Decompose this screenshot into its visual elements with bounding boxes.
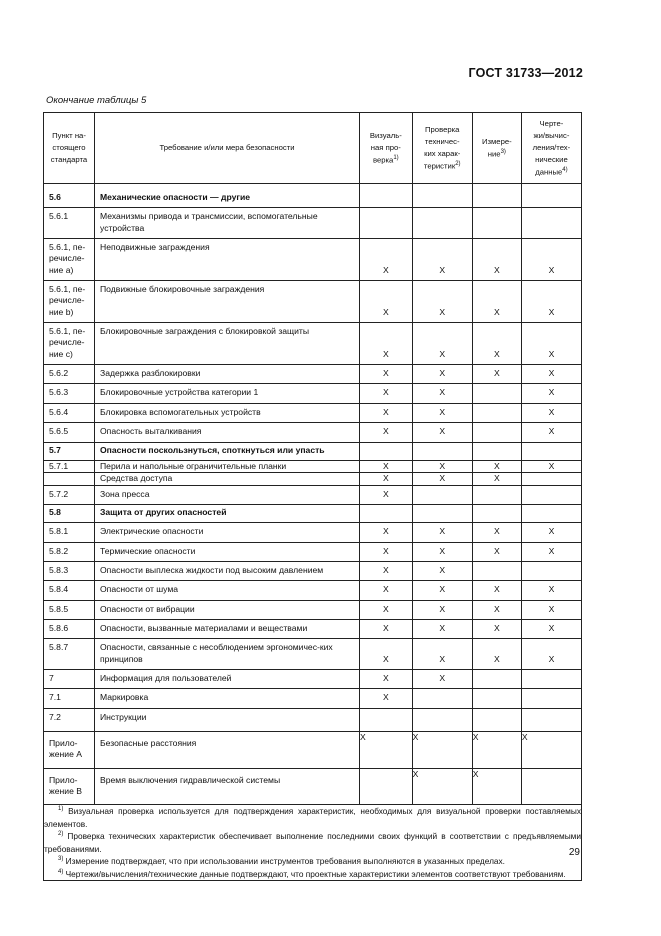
mark-drawings: Х: [521, 403, 581, 422]
clause-number: 5.6: [44, 184, 95, 208]
mark-check: Х: [412, 384, 472, 403]
mark-check: Х: [412, 239, 472, 281]
mark-drawings: Х: [521, 323, 581, 365]
mark-measure: [472, 561, 521, 580]
mark-measure: [472, 504, 521, 522]
clause-number: 7: [44, 669, 95, 688]
clause-number: 7.2: [44, 708, 95, 731]
mark-visual: Х: [360, 239, 413, 281]
mark-visual: Х: [360, 561, 413, 580]
clause-number: [44, 473, 95, 485]
clause-number: 5.6.1, пе-речисле-ние с): [44, 323, 95, 365]
mark-measure: [472, 423, 521, 442]
mark-measure: Х: [472, 639, 521, 670]
header-requirement: Требование и/или мера безопасности: [95, 113, 360, 184]
note-3: $^{3)}$ Измерение подтверждает, что при использовании инструментов требования выполняются в указанных пределах.: [58, 856, 505, 867]
clause-number: 5.6.1, пе-речисле-ние b): [44, 281, 95, 323]
mark-visual: Х: [360, 669, 413, 688]
table-row: [44, 708, 582, 731]
mark-check: [412, 184, 472, 208]
table-row: [44, 281, 582, 323]
mark-visual: Х: [360, 323, 413, 365]
mark-drawings: Х: [521, 600, 581, 619]
mark-visual: Х: [360, 689, 413, 708]
requirement-text: Опасность выталкивания: [95, 423, 360, 442]
note-1: $^{1)}$ Визуальная проверка используется для подтверждения характеристик, необходимых для визуальной проверки поставляемых элементов.: [44, 806, 581, 829]
mark-check: Х: [412, 561, 472, 580]
table-row: [44, 600, 582, 619]
table-row: [44, 561, 582, 580]
mark-measure: Х: [472, 523, 521, 542]
requirement-text: Опасности от шума: [95, 581, 360, 600]
mark-visual: [360, 768, 413, 805]
mark-drawings: [521, 473, 581, 485]
mark-check: Х: [412, 403, 472, 422]
table-row: [44, 184, 582, 208]
requirement-text: Механические опасности — другие: [95, 184, 360, 208]
mark-check: Х: [412, 523, 472, 542]
mark-measure: [472, 208, 521, 239]
table-row: [44, 732, 582, 769]
table-row: [44, 460, 582, 472]
mark-visual: [360, 708, 413, 731]
clause-number: 5.6.1, пе-речисле-ние а): [44, 239, 95, 281]
requirement-text: Опасности от вибрации: [95, 600, 360, 619]
requirement-text: Неподвижные заграждения: [95, 239, 360, 281]
requirement-text: Инструкции: [95, 708, 360, 731]
mark-visual: [360, 184, 413, 208]
requirement-text: Опасности, связанные с несоблюдением эргономичес-ких принципов: [95, 639, 360, 670]
mark-measure: [472, 708, 521, 731]
mark-drawings: Х: [521, 523, 581, 542]
table-row: [44, 423, 582, 442]
mark-drawings: Х: [521, 581, 581, 600]
mark-check: Х: [412, 600, 472, 619]
mark-drawings: Х: [521, 281, 581, 323]
mark-check: Х: [412, 542, 472, 561]
mark-drawings: Х: [521, 239, 581, 281]
mark-visual: Х: [360, 365, 413, 384]
table-header-row: [44, 113, 582, 184]
table-caption: Окончание таблицы 5: [46, 95, 147, 106]
mark-measure: Х: [472, 600, 521, 619]
requirement-text: Средства доступа: [95, 473, 360, 485]
mark-drawings: Х: [521, 365, 581, 384]
requirement-text: Безопасные расстояния: [95, 732, 360, 769]
mark-measure: [472, 384, 521, 403]
mark-check: [412, 504, 472, 522]
requirement-text: Задержка разблокировки: [95, 365, 360, 384]
mark-check: [412, 485, 472, 504]
requirement-text: Подвижные блокировочные заграждения: [95, 281, 360, 323]
mark-check: [412, 442, 472, 460]
requirement-text: Блокировочные заграждения с блокировкой защиты: [95, 323, 360, 365]
mark-measure: Х: [472, 732, 521, 769]
header-check: Проверка техничес- ких харак- теристик$^{2)}$: [412, 113, 472, 184]
clause-number: 5.6.1: [44, 208, 95, 239]
mark-check: Х: [412, 581, 472, 600]
table-row: [44, 581, 582, 600]
header-measure: Измере- ние$^{3)}$: [472, 113, 521, 184]
clause-number: 5.7.1: [44, 460, 95, 472]
mark-measure: [472, 669, 521, 688]
clause-number: 5.6.5: [44, 423, 95, 442]
mark-check: Х: [412, 460, 472, 472]
header-drawings: Черте- жи/вычис- ления/тех- нические данные$^{4)}$: [521, 113, 581, 184]
mark-check: Х: [412, 423, 472, 442]
mark-drawings: Х: [521, 639, 581, 670]
mark-visual: Х: [360, 485, 413, 504]
mark-visual: Х: [360, 473, 413, 485]
mark-drawings: [521, 561, 581, 580]
clause-number: 7.1: [44, 689, 95, 708]
clause-number: 5.8.3: [44, 561, 95, 580]
table-row: [44, 639, 582, 670]
mark-drawings: [521, 708, 581, 731]
mark-visual: Х: [360, 542, 413, 561]
mark-drawings: Х: [521, 732, 581, 769]
mark-visual: [360, 208, 413, 239]
mark-check: [412, 208, 472, 239]
mark-visual: [360, 504, 413, 522]
table-row: [44, 473, 582, 485]
table-row: [44, 523, 582, 542]
table-row: [44, 504, 582, 522]
mark-visual: Х: [360, 384, 413, 403]
clause-number: Прило-жение А: [44, 732, 95, 769]
requirement-text: Термические опасности: [95, 542, 360, 561]
requirement-text: Информация для пользователей: [95, 669, 360, 688]
table-row: [44, 365, 582, 384]
mark-visual: [360, 442, 413, 460]
table-row: [44, 403, 582, 422]
table-row: [44, 323, 582, 365]
requirement-text: Опасности поскользнуться, споткнуться или упасть: [95, 442, 360, 460]
mark-check: Х: [412, 473, 472, 485]
mark-check: Х: [412, 365, 472, 384]
header-visual: Визуаль- ная про- верка$^{1)}$: [360, 113, 413, 184]
mark-check: Х: [412, 639, 472, 670]
table-row: [44, 239, 582, 281]
mark-drawings: [521, 184, 581, 208]
mark-check: Х: [412, 732, 472, 769]
requirement-text: Блокировочные устройства категории 1: [95, 384, 360, 403]
mark-check: Х: [412, 669, 472, 688]
requirement-text: Время выключения гидравлической системы: [95, 768, 360, 805]
table-row: [44, 619, 582, 638]
clause-number: 5.6.2: [44, 365, 95, 384]
mark-check: Х: [412, 768, 472, 805]
requirement-text: Блокировка вспомогательных устройств: [95, 403, 360, 422]
mark-measure: Х: [472, 619, 521, 638]
notes-cell: [44, 805, 582, 881]
mark-measure: [472, 442, 521, 460]
mark-visual: Х: [360, 281, 413, 323]
mark-measure: Х: [472, 581, 521, 600]
mark-drawings: [521, 208, 581, 239]
mark-measure: Х: [472, 473, 521, 485]
mark-visual: Х: [360, 619, 413, 638]
mark-visual: Х: [360, 732, 413, 769]
requirement-text: Механизмы привода и трансмиссии, вспомогательные устройства: [95, 208, 360, 239]
clause-number: 5.8.6: [44, 619, 95, 638]
mark-measure: [472, 689, 521, 708]
mark-visual: Х: [360, 639, 413, 670]
table-row: [44, 442, 582, 460]
table-row: [44, 542, 582, 561]
clause-number: Прило-жение В: [44, 768, 95, 805]
clause-number: 5.8.7: [44, 639, 95, 670]
mark-drawings: [521, 504, 581, 522]
clause-number: 5.6.3: [44, 384, 95, 403]
mark-measure: [472, 184, 521, 208]
mark-visual: Х: [360, 523, 413, 542]
table-row: [44, 689, 582, 708]
page-number: 29: [568, 847, 580, 858]
standard-designation: ГОСТ 31733—2012: [468, 66, 583, 80]
mark-check: Х: [412, 323, 472, 365]
mark-drawings: Х: [521, 619, 581, 638]
mark-drawings: Х: [521, 460, 581, 472]
requirement-text: Перила и напольные ограничительные планки: [95, 460, 360, 472]
mark-measure: Х: [472, 239, 521, 281]
mark-check: Х: [412, 619, 472, 638]
mark-visual: Х: [360, 581, 413, 600]
mark-drawings: [521, 768, 581, 805]
table-notes: [44, 805, 582, 881]
clause-number: 5.6.4: [44, 403, 95, 422]
mark-measure: [472, 485, 521, 504]
requirement-text: Маркировка: [95, 689, 360, 708]
mark-measure: Х: [472, 768, 521, 805]
mark-check: [412, 708, 472, 731]
mark-visual: Х: [360, 460, 413, 472]
clause-number: 5.8.2: [44, 542, 95, 561]
mark-drawings: [521, 485, 581, 504]
requirement-text: Защита от других опасностей: [95, 504, 360, 522]
header-clause: Пункт на- стоящего стандарта: [44, 113, 95, 184]
requirement-text: Опасности выплеска жидкости под высоким давлением: [95, 561, 360, 580]
clause-number: 5.8.1: [44, 523, 95, 542]
requirement-text: Опасности, вызванные материалами и веществами: [95, 619, 360, 638]
mark-drawings: [521, 442, 581, 460]
clause-number: 5.7: [44, 442, 95, 460]
table-row: [44, 485, 582, 504]
requirements-table: [43, 112, 582, 881]
mark-check: [412, 689, 472, 708]
mark-measure: Х: [472, 281, 521, 323]
requirement-text: Зона пресса: [95, 485, 360, 504]
requirement-text: Электрические опасности: [95, 523, 360, 542]
table-row: [44, 384, 582, 403]
mark-drawings: Х: [521, 542, 581, 561]
mark-measure: Х: [472, 460, 521, 472]
clause-number: 5.7.2: [44, 485, 95, 504]
mark-drawings: Х: [521, 384, 581, 403]
table-row: [44, 669, 582, 688]
table-row: [44, 768, 582, 805]
mark-drawings: [521, 669, 581, 688]
clause-number: 5.8: [44, 504, 95, 522]
mark-drawings: [521, 689, 581, 708]
note-4: $^{4)}$ Чертежи/вычисления/технические данные подтверждают, что проектные характеристики элементов соответствуют требованиям.: [58, 868, 566, 879]
table-row: [44, 208, 582, 239]
mark-measure: Х: [472, 365, 521, 384]
clause-number: 5.8.5: [44, 600, 95, 619]
note-2: $^{2)}$ Проверка технических характеристик обеспечивает выполнение последними своих функций в соответствии с предъявляемыми требованиями.: [44, 831, 581, 854]
mark-visual: Х: [360, 403, 413, 422]
mark-measure: Х: [472, 323, 521, 365]
mark-check: Х: [412, 281, 472, 323]
mark-drawings: Х: [521, 423, 581, 442]
clause-number: 5.8.4: [44, 581, 95, 600]
mark-measure: Х: [472, 542, 521, 561]
mark-visual: Х: [360, 423, 413, 442]
mark-visual: Х: [360, 600, 413, 619]
mark-measure: [472, 403, 521, 422]
